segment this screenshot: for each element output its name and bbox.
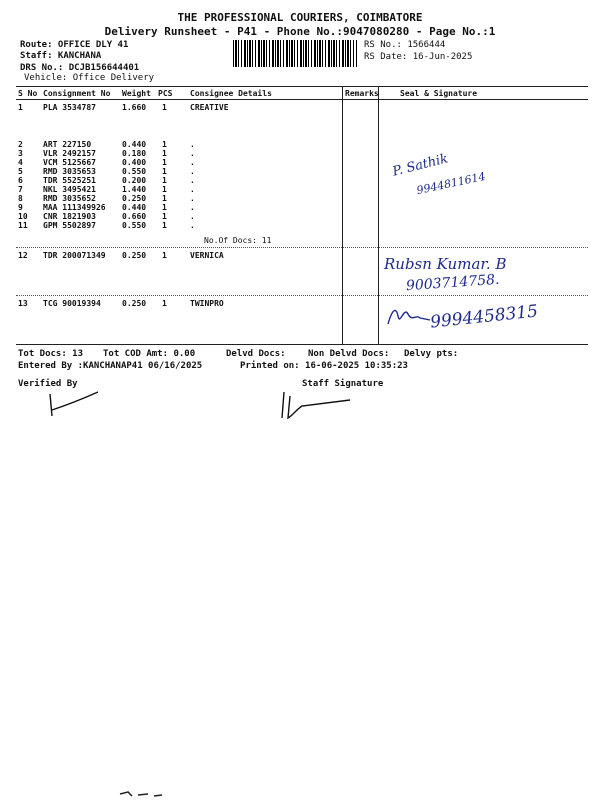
runsheet-title: Delivery Runsheet - P41 - Phone No.:9047080280 - Page No.:1: [104, 25, 496, 38]
staff-label: Staff: KANCHANA: [20, 51, 102, 61]
row-pcs: 1: [162, 185, 167, 194]
row-weight: 0.400: [122, 158, 147, 167]
staff-signature-label: Staff Signature: [302, 379, 384, 389]
row-sno: 12: [18, 251, 28, 260]
row-weight: 0.180: [122, 149, 147, 158]
non-delvd-docs: Non Delvd Docs:: [308, 349, 390, 359]
row-pcs: 1: [162, 167, 167, 176]
row-consignee: .: [190, 158, 195, 167]
row-pcs: 1: [162, 221, 167, 230]
verified-by-label: Verified By: [18, 379, 78, 389]
col-pcs: PCS: [158, 89, 173, 98]
row-consignee: .: [190, 149, 195, 158]
row-pcs: 1: [162, 251, 167, 260]
row-weight: 1.440: [122, 185, 147, 194]
signature-divider: [378, 86, 379, 344]
col-remarks: Remarks: [345, 89, 379, 98]
row-sno: 6: [18, 176, 23, 185]
row-consignee: CREATIVE: [190, 103, 229, 112]
row-consignee: .: [190, 185, 195, 194]
row-pcs: 1: [162, 140, 167, 149]
row-weight: 1.660: [122, 103, 147, 112]
remarks-divider: [342, 86, 343, 344]
row-weight: 0.250: [122, 251, 147, 260]
row-consignment: VCM 5125667: [43, 158, 96, 167]
handwritten-name: P. Sathik: [391, 151, 450, 180]
handwritten-phone: 9994458315: [429, 301, 539, 333]
row-consignment: NKL 3495421: [43, 185, 96, 194]
row-consignment: TDR 200071349: [43, 251, 106, 260]
row-consignee: .: [190, 221, 195, 230]
row-weight: 0.660: [122, 212, 147, 221]
barcode: [233, 40, 357, 67]
delvy-pts: Delvy pts:: [404, 349, 459, 359]
col-seal-signature: Seal & Signature: [400, 89, 478, 98]
row-pcs: 1: [162, 158, 167, 167]
row-sno: 10: [18, 212, 28, 221]
row-consignment: PLA 3534787: [43, 103, 96, 112]
row-consignment: VLR 2492157: [43, 149, 96, 158]
row-consignment: TCG 90019394: [43, 299, 101, 308]
handwritten-phone: 9003714758.: [405, 271, 500, 295]
row-consignee: .: [190, 176, 195, 185]
row-sno: 11: [18, 221, 28, 230]
row-consignment: TDR 5525251: [43, 176, 96, 185]
row-consignee: .: [190, 194, 195, 203]
row-consignee: VERNICA: [190, 251, 224, 260]
row-consignment: GPM 5502897: [43, 221, 96, 230]
row-consignee: .: [190, 203, 195, 212]
row-consignment: CNR 1821903: [43, 212, 96, 221]
row-sno: 2: [18, 140, 23, 149]
group-divider: [16, 247, 588, 248]
row-pcs: 1: [162, 299, 167, 308]
row-sno: 1: [18, 103, 23, 112]
row-consignee: .: [190, 167, 195, 176]
route-label: Route: OFFICE DLY 41: [20, 40, 129, 50]
staff-signature: [278, 386, 358, 422]
row-weight: 0.550: [122, 167, 147, 176]
row-consignment: ART 227150: [43, 140, 92, 149]
vehicle-label: Vehicle: Office Delivery: [24, 73, 155, 83]
col-weight: Weight: [122, 89, 151, 98]
row-consignment: RMD 3035653: [43, 167, 96, 176]
delvd-docs: Delvd Docs:: [226, 349, 286, 359]
row-sno: 8: [18, 194, 23, 203]
row-pcs: 1: [162, 176, 167, 185]
rs-no: RS No.: 1566444: [364, 40, 446, 50]
tot-docs: Tot Docs: 13: [18, 349, 84, 359]
group-divider: [16, 295, 588, 296]
row-consignment: RMD 3035652: [43, 194, 96, 203]
table-top-border: [16, 86, 588, 87]
row-weight: 0.200: [122, 176, 147, 185]
col-consignment: Consignment No: [43, 89, 111, 98]
row-consignee: TWINPRO: [190, 299, 224, 308]
tot-cod-amt: Tot COD Amt: 0.00: [103, 349, 196, 359]
col-sno: S No: [18, 89, 38, 98]
row-weight: 0.440: [122, 140, 147, 149]
row-consignment: MAA 111349926: [43, 203, 106, 212]
drs-label: DRS No.: DCJB156644401: [20, 63, 140, 73]
row-pcs: 1: [162, 103, 167, 112]
row-sno: 9: [18, 203, 23, 212]
row-consignee: .: [190, 140, 195, 149]
printed-on: Printed on: 16-06-2025 10:35:23: [240, 361, 408, 371]
row-sno: 3: [18, 149, 23, 158]
row-sno: 13: [18, 299, 28, 308]
row-weight: 0.440: [122, 203, 147, 212]
row-sno: 5: [18, 167, 23, 176]
row-weight: 0.250: [122, 299, 147, 308]
row-pcs: 1: [162, 149, 167, 158]
company-title: THE PROFESSIONAL COURIERS, COIMBATORE: [177, 11, 423, 24]
handwritten-name: Rubsn Kumar. B: [384, 255, 507, 273]
entered-by: Entered By :KANCHANAP41 06/16/2025: [18, 361, 203, 371]
rs-date: RS Date: 16-Jun-2025: [364, 52, 473, 62]
scan-mark: [118, 788, 168, 798]
col-consignee: Consignee Details: [190, 89, 272, 98]
handwritten-signature: [384, 300, 434, 330]
handwritten-phone: 9944811614: [415, 169, 487, 198]
row-pcs: 1: [162, 212, 167, 221]
row-weight: 0.550: [122, 221, 147, 230]
header-bottom-border: [16, 99, 588, 100]
table-bottom-border: [16, 344, 588, 345]
row-pcs: 1: [162, 203, 167, 212]
row-weight: 0.250: [122, 194, 147, 203]
verifier-signature: [46, 390, 106, 420]
no-of-docs: No.Of Docs: 11: [204, 236, 272, 245]
row-consignee: .: [190, 212, 195, 221]
row-sno: 4: [18, 158, 23, 167]
row-sno: 7: [18, 185, 23, 194]
row-pcs: 1: [162, 194, 167, 203]
